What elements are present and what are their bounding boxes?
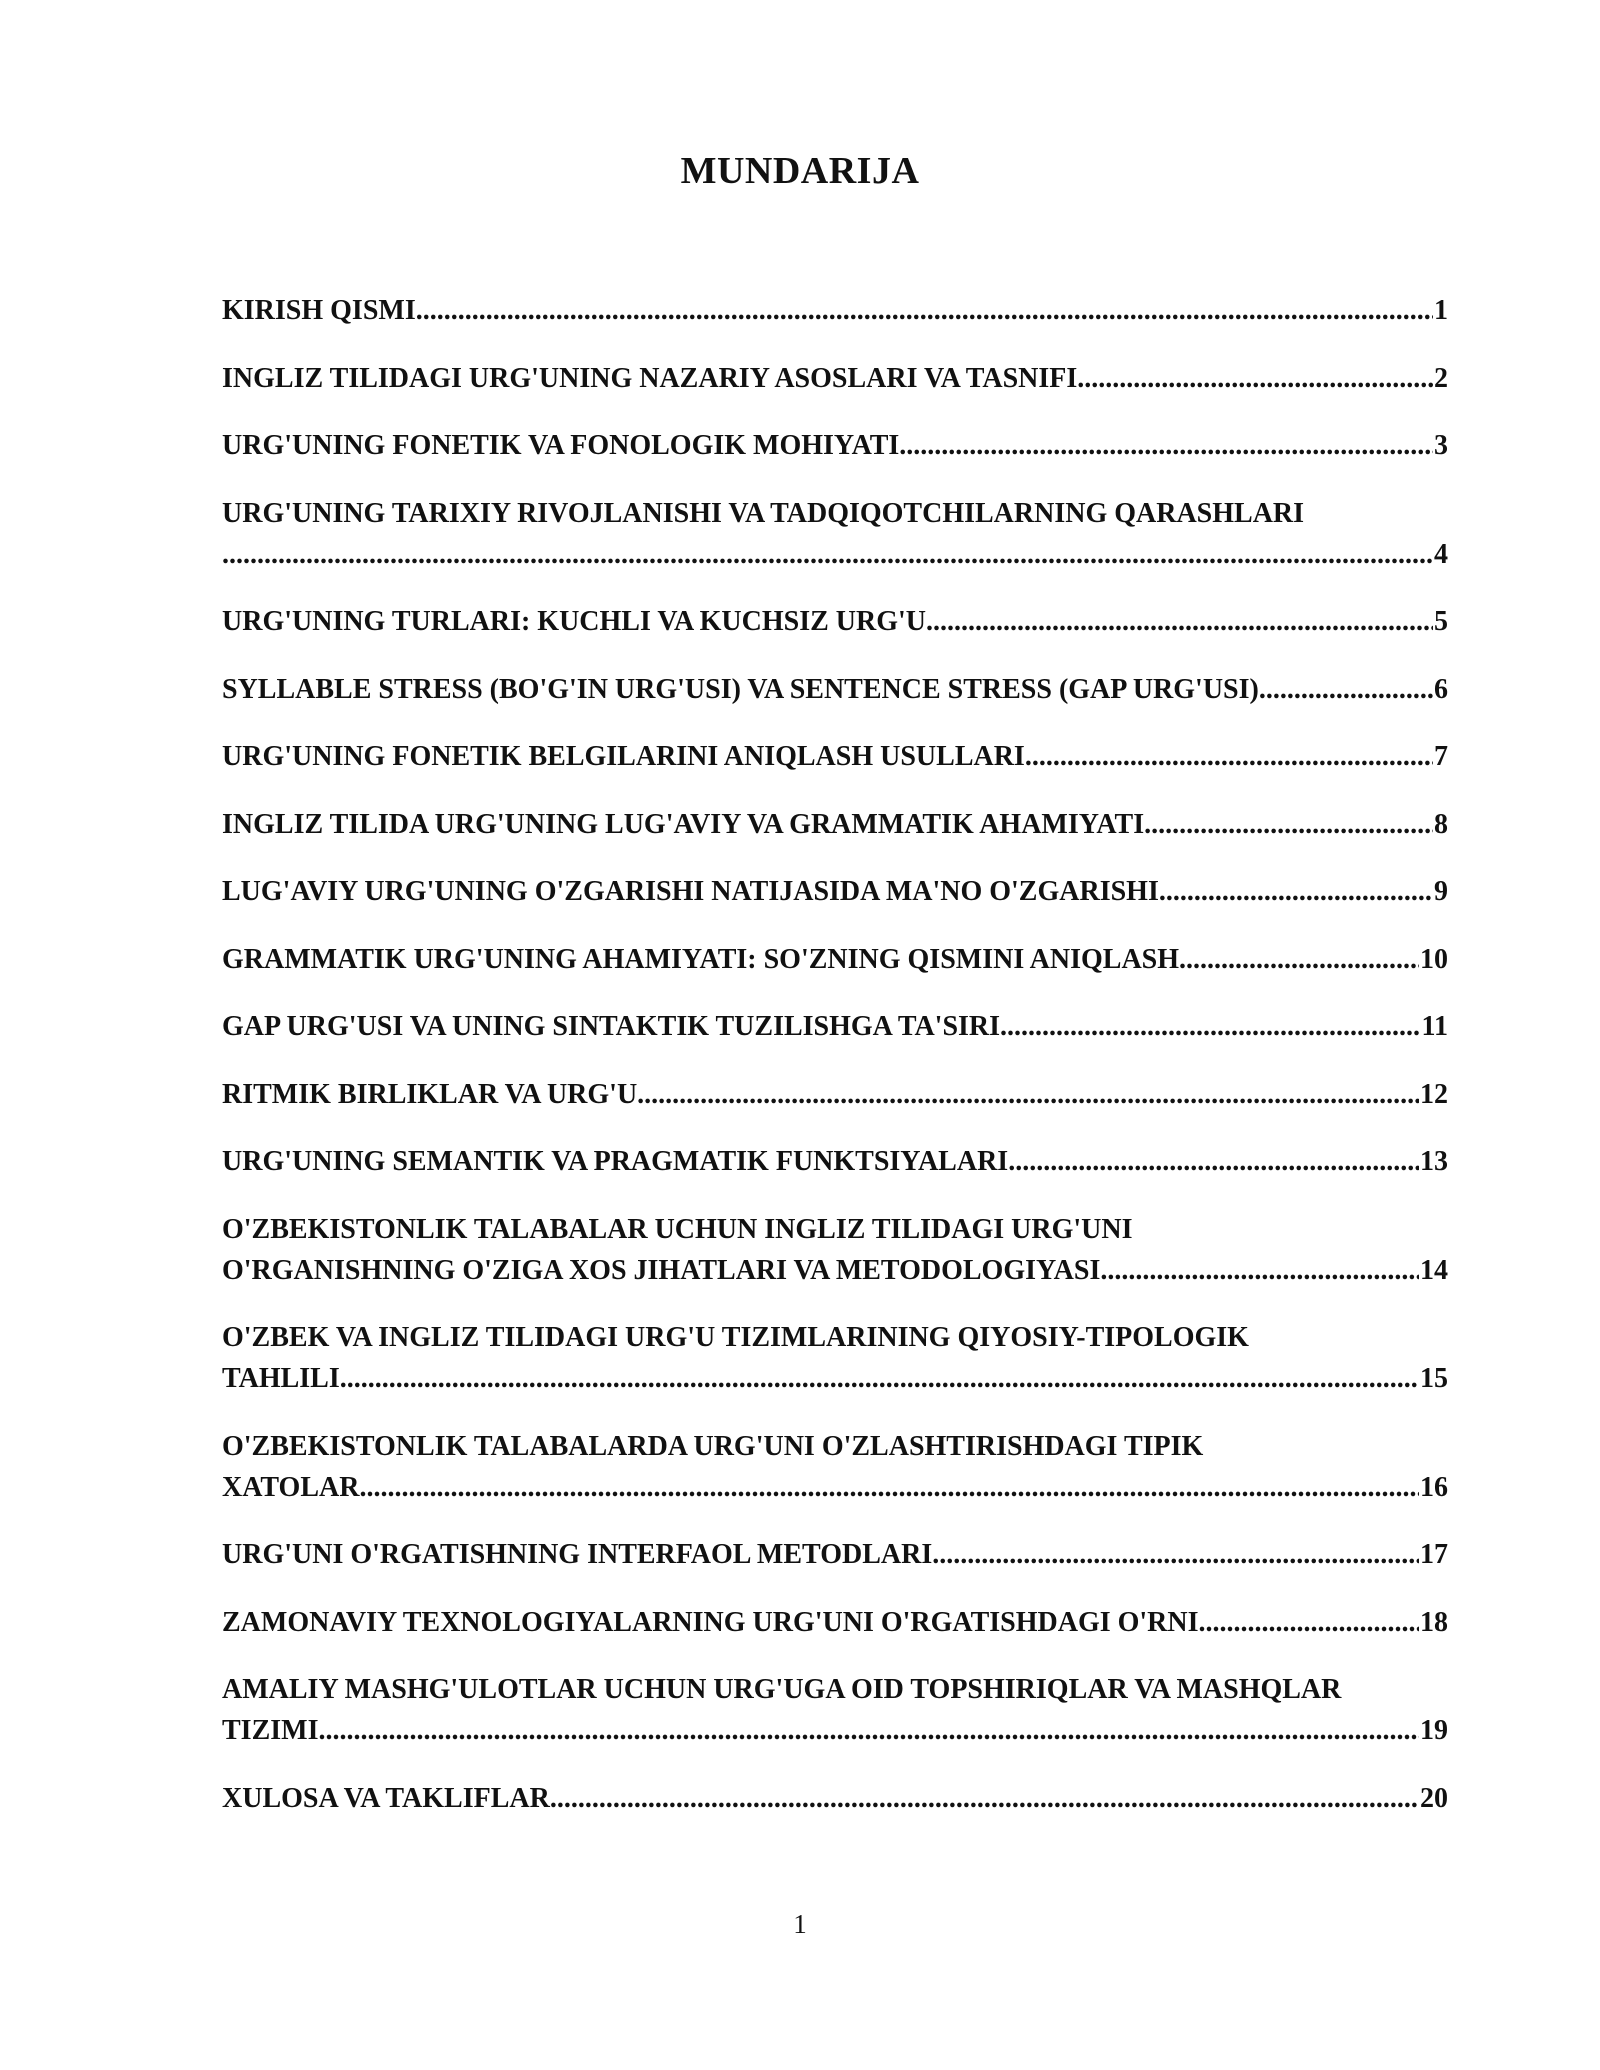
toc-page-number: 3 <box>1434 430 1448 461</box>
toc-entry-title-lead: AMALIY MASHG'ULOTLAR UCHUN URG'UGA OID TOPSHIRIQLAR VA MASHQLAR <box>222 1674 1342 1705</box>
toc-entry-line <box>222 1141 1448 1182</box>
toc-page-number: 4 <box>1434 538 1448 570</box>
toc-entry <box>222 669 1448 710</box>
toc-entry-title-lead: O'ZBEK VA INGLIZ TILIDAGI URG'U TIZIMLARINING QIYOSIY-TIPOLOGIK <box>222 1322 1249 1353</box>
toc-entry-title-lead: URG'UNING TARIXIY RIVOJLANISHI VA TADQIQOTCHILARNING QARASHLARI <box>222 497 1305 529</box>
toc-dot-leader <box>1259 669 1433 710</box>
toc-entry-title: INGLIZ TILIDAGI URG'UNING NAZARIY ASOSLARI VA TASNIFI <box>222 362 1078 394</box>
toc-entry-line <box>222 1710 1448 1751</box>
toc-dot-leader <box>340 1358 1419 1399</box>
toc-entry-title: URG'UNING TURLARI: KUCHLI VA KUCHSIZ URG'U <box>222 606 927 637</box>
toc-entry <box>222 601 1448 642</box>
toc-dot-leader <box>318 1710 1419 1751</box>
toc-dot-leader <box>1199 1602 1419 1643</box>
toc-page-number: 5 <box>1434 606 1448 637</box>
toc-entry-line <box>222 290 1448 331</box>
toc-entry-title: URG'UNING SEMANTIK VA PRAGMATIK FUNKTSIYALARI <box>222 1146 1009 1177</box>
toc-dot-leader <box>222 534 1433 575</box>
toc-entry-line <box>222 1250 1448 1291</box>
table-of-contents <box>222 290 1448 1845</box>
toc-entry <box>222 1074 1448 1115</box>
toc-entry-title: XATOLAR <box>222 1471 360 1503</box>
toc-dot-leader <box>1100 1250 1419 1291</box>
toc-entry-line <box>222 1778 1448 1819</box>
toc-entry <box>222 871 1448 912</box>
toc-entry-title: ZAMONAVIY TEXNOLOGIYALARNING URG'UNI O'RGATISHDAGI O'RNI <box>222 1606 1199 1638</box>
toc-entry-line <box>222 804 1448 845</box>
toc-entry-line <box>222 534 1448 575</box>
toc-page-number: 17 <box>1420 1539 1448 1570</box>
toc-page-number: 14 <box>1420 1254 1448 1286</box>
toc-entry-title: XULOSA VA TAKLIFLAR <box>222 1782 550 1814</box>
toc-entry-title: GAP URG'USI VA UNING SINTAKTIK TUZILISHGA TA'SIRI <box>222 1011 1001 1042</box>
toc-dot-leader <box>899 425 1433 466</box>
toc-entry-title-lead: O'ZBEKISTONLIK TALABALAR UCHUN INGLIZ TILIDAGI URG'UNI <box>222 1213 1133 1245</box>
toc-page-number: 8 <box>1434 808 1448 840</box>
toc-entry <box>222 425 1448 466</box>
toc-entry <box>222 1602 1448 1643</box>
toc-dot-leader <box>1077 358 1433 399</box>
toc-entry-title: GRAMMATIK URG'UNING AHAMIYATI: SO'ZNING QISMINI ANIQLASH <box>222 943 1180 975</box>
toc-entry-line <box>222 871 1448 912</box>
toc-entry-title: O'RGANISHNING O'ZIGA XOS JIHATLARI VA METODOLOGIYASI <box>222 1254 1101 1286</box>
toc-page-number: 6 <box>1434 673 1448 705</box>
toc-page-number: 11 <box>1421 1011 1448 1042</box>
toc-dot-leader <box>1159 871 1433 912</box>
toc-entry-line <box>222 939 1448 980</box>
toc-entry <box>222 1534 1448 1575</box>
toc-entry-line <box>222 425 1448 466</box>
toc-entry-line <box>222 1467 1448 1508</box>
toc-dot-leader <box>359 1467 1419 1508</box>
toc-entry-title: URG'UNI O'RGATISHNING INTERFAOL METODLARI <box>222 1539 933 1570</box>
toc-page-number: 2 <box>1434 362 1448 394</box>
toc-page-number: 7 <box>1434 741 1448 772</box>
toc-entry <box>222 1426 1448 1508</box>
toc-entry-title: URG'UNING FONETIK VA FONOLOGIK MOHIYATI <box>222 430 900 461</box>
toc-entry-line <box>222 1006 1448 1047</box>
toc-entry-line <box>222 1602 1448 1643</box>
toc-entry-line <box>222 1358 1448 1399</box>
toc-entry <box>222 736 1448 777</box>
toc-entry-title: TIZIMI <box>222 1715 319 1746</box>
toc-page-number: 16 <box>1420 1471 1448 1503</box>
toc-entry <box>222 290 1448 331</box>
toc-entry <box>222 1006 1448 1047</box>
toc-dot-leader <box>1144 804 1433 845</box>
toc-entry-title: URG'UNING FONETIK BELGILARINI ANIQLASH USULLARI <box>222 741 1025 772</box>
toc-entry-title: KIRISH QISMI <box>222 295 416 326</box>
toc-entry-title: RITMIK BIRLIKLAR VA URG'U <box>222 1078 638 1110</box>
toc-entry <box>222 1778 1448 1819</box>
toc-entry-title: LUG'AVIY URG'UNING O'ZGARISHI NATIJASIDA MA'NO O'ZGARISHI <box>222 876 1159 907</box>
toc-dot-leader <box>926 601 1433 642</box>
toc-entry <box>222 939 1448 980</box>
toc-entry-title: SYLLABLE STRESS (BO'G'IN URG'USI) VA SENTENCE STRESS (GAP URG'USI) <box>222 673 1259 705</box>
toc-entry-title: TAHLILI <box>222 1363 340 1394</box>
toc-entry-line <box>222 1074 1448 1115</box>
toc-page-number: 19 <box>1420 1715 1448 1746</box>
toc-dot-leader <box>1008 1141 1419 1182</box>
toc-entry-title: INGLIZ TILIDA URG'UNING LUG'AVIY VA GRAMMATIK AHAMIYATI <box>222 808 1145 840</box>
toc-dot-leader <box>1025 736 1433 777</box>
toc-entry <box>222 1669 1448 1751</box>
toc-entry-line <box>222 601 1448 642</box>
page-title: MUNDARIJA <box>680 150 920 192</box>
toc-page-number: 18 <box>1420 1606 1448 1638</box>
toc-dot-leader <box>932 1534 1419 1575</box>
toc-entry <box>222 804 1448 845</box>
toc-page-number: 13 <box>1420 1146 1448 1177</box>
toc-page-number: 10 <box>1420 943 1448 975</box>
toc-entry <box>222 1209 1448 1291</box>
toc-entry <box>222 1317 1448 1399</box>
toc-page-number: 12 <box>1420 1078 1448 1110</box>
toc-dot-leader <box>416 290 1433 331</box>
toc-entry-line <box>222 358 1448 399</box>
toc-dot-leader <box>637 1074 1419 1115</box>
toc-entry-title-lead: O'ZBEKISTONLIK TALABALARDA URG'UNI O'ZLASHTIRISHDAGI TIPIK <box>222 1430 1204 1462</box>
toc-page-number: 1 <box>1434 295 1448 326</box>
toc-dot-leader <box>1179 939 1419 980</box>
toc-page-number: 9 <box>1434 876 1448 907</box>
toc-page-number: 15 <box>1420 1363 1448 1394</box>
page-number: 1 <box>793 1909 807 1939</box>
toc-dot-leader <box>1000 1006 1421 1047</box>
toc-entry-line <box>222 1534 1448 1575</box>
toc-entry <box>222 358 1448 399</box>
toc-entry-line <box>222 736 1448 777</box>
toc-dot-leader <box>550 1778 1419 1819</box>
toc-entry-line <box>222 669 1448 710</box>
toc-entry <box>222 493 1448 575</box>
toc-page-number: 20 <box>1420 1782 1448 1814</box>
toc-entry <box>222 1141 1448 1182</box>
